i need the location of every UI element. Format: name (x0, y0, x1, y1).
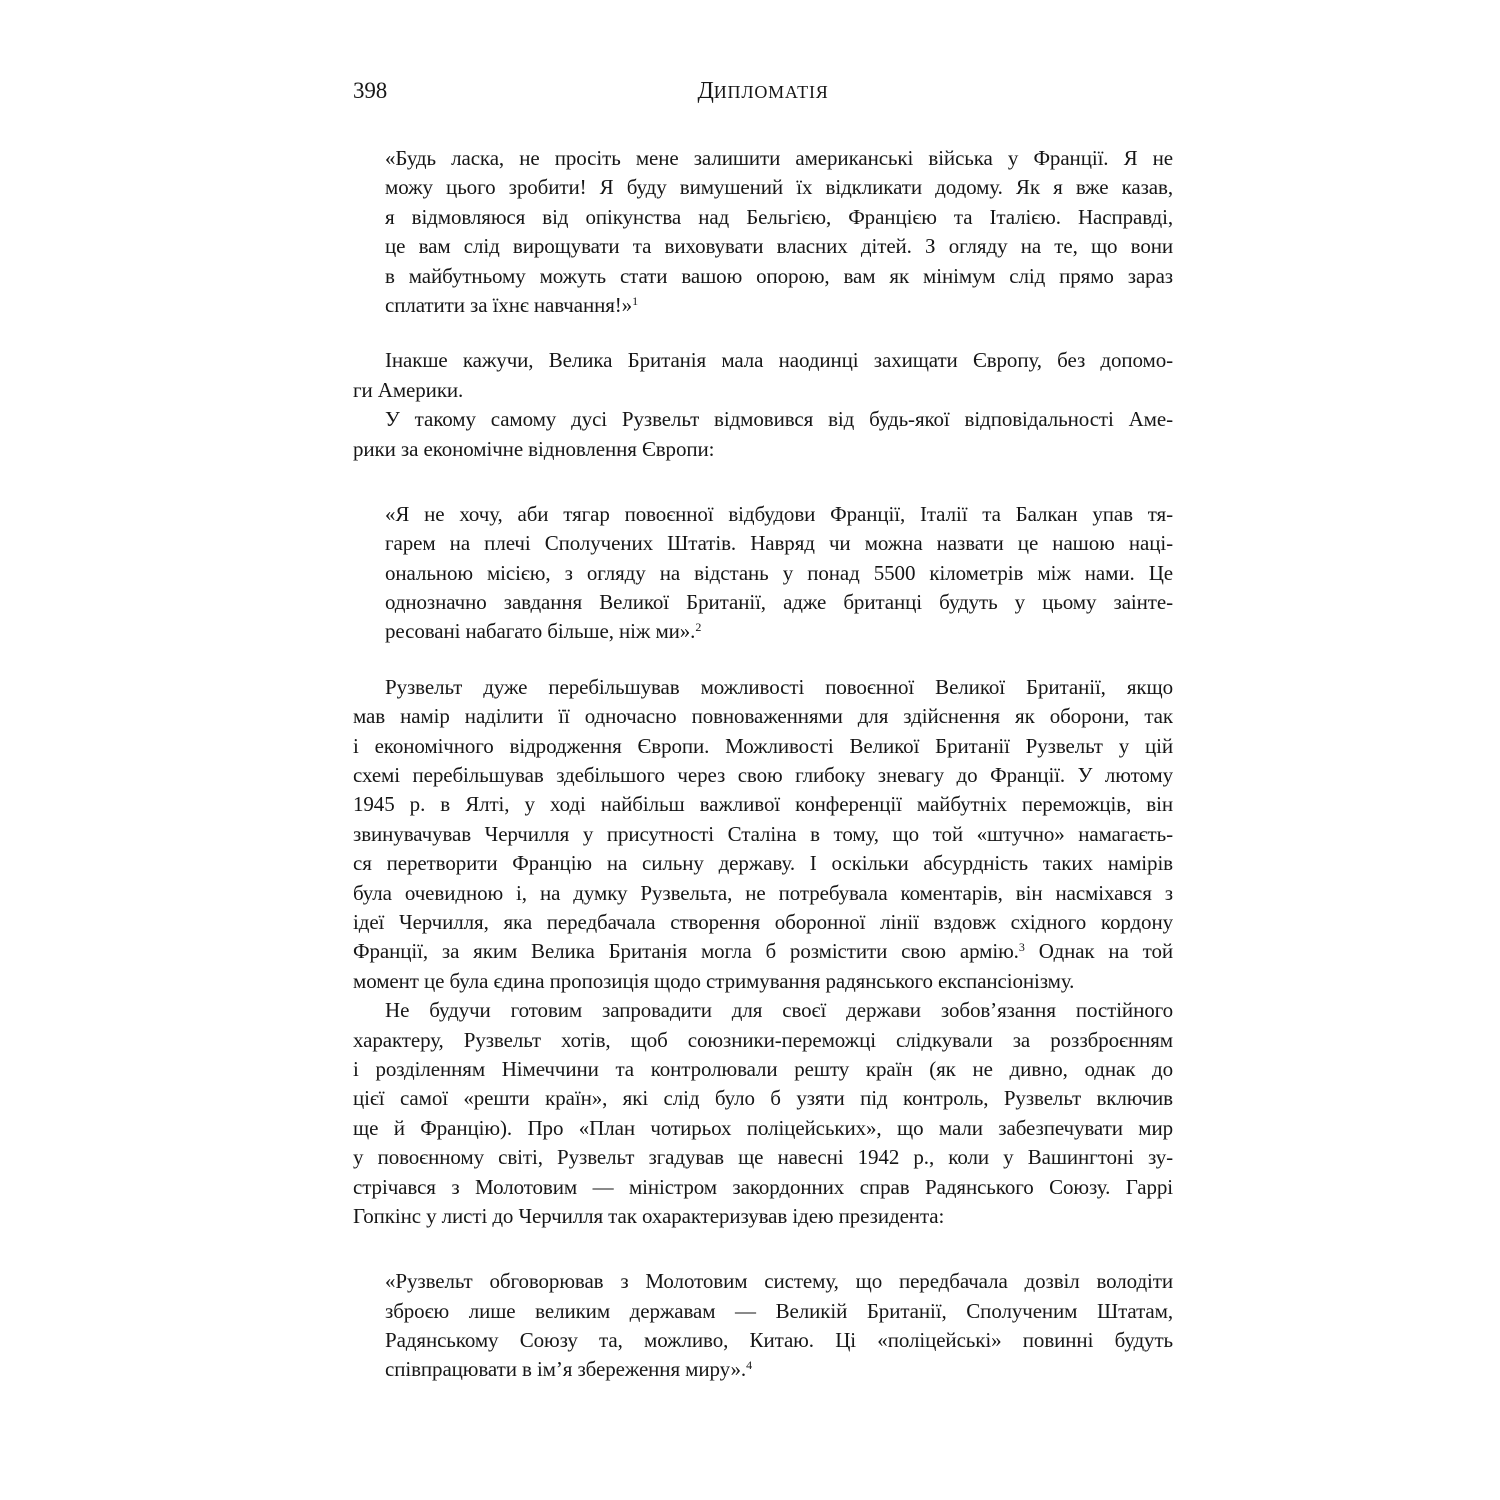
text-line: характеру, Рузвельт хотів, щоб союзники-переможці слідкували за роззброєнням (353, 1027, 1173, 1052)
text-line: однозначно завдання Великої Британії, адже британці будуть у цьому заінте- (385, 590, 1173, 615)
text-line: гарем на плечі Сполучених Штатів. Навряд чи можна назвати це нашою наці- (385, 531, 1173, 556)
running-title-rest: ИПЛОМАТІЯ (713, 82, 829, 102)
footnote-marker: 3 (1018, 940, 1025, 955)
text-line: Рузвельт дуже перебільшував можливості повоєнної Великої Британії, якщо (385, 674, 1173, 699)
text-line: я відмовляюся від опікунства над Бельгією, Францією та Італією. Насправді, (385, 204, 1173, 229)
text-line: сплатити за їхнє навчання!»$^1$ (385, 292, 639, 317)
text-line: ідеї Черчилля, яка передбачала створення оборонної лінії вздовж східного кордону (353, 909, 1173, 934)
text-line: ся перетворити Францію на сильну державу. І оскільки абсурдність таких намірів (353, 851, 1173, 876)
running-title (353, 76, 1173, 107)
paragraph-roosevelt-overestimated (353, 673, 1173, 996)
text-line: рики за економічне відновлення Європи: (353, 436, 715, 461)
text-column (353, 76, 1173, 1411)
paragraph-economic-recovery (353, 405, 1173, 464)
text-line: Не будучи готовим запровадити для своєї держави зобов’язання постійного (385, 998, 1173, 1023)
text-line: звинувачував Черчилля у присутності Сталіна в тому, що той «штучно» намагаєть- (353, 821, 1173, 846)
text-line: співпрацювати в ім’я збереження миру».$^4$ (385, 1357, 753, 1382)
text-line: можу цього зробити! Я буду вимушений їх відкликати додому. Як я вже казав, (385, 175, 1173, 200)
text-line: зброєю лише великим державам — Великій Британії, Сполученим Штатам, (385, 1298, 1173, 1323)
quote-postwar-reconstruction (385, 500, 1173, 647)
text-line: була очевидною і, на думку Рузвельта, не потребувала коментарів, він насміхався з (353, 880, 1173, 905)
text-line: ональною місією, з огляду на відстань у понад 5500 кілометрів між нами. Це (385, 560, 1173, 585)
text-line: Гопкінс у листі до Черчилля так охарактеризував ідею президента: (353, 1203, 945, 1228)
text-line: ще й Францію). Про «План чотирьох поліцейських», що мали забезпечувати мир (353, 1115, 1173, 1140)
text-line: момент це була єдина пропозиція щодо стримування радянського експансіонізму. (353, 968, 1075, 993)
text-line: у повоєнному світі, Рузвельт згадував ще навесні 1942 р., коли у Вашингтоні зу- (353, 1145, 1173, 1170)
text-line: Інакше кажучи, Велика Британія мала наодинці захищати Європу, без допомо- (385, 348, 1173, 373)
text-line: Радянському Союзу та, можливо, Китаю. Ці «поліцейські» повинні будуть (385, 1328, 1173, 1353)
text-line: схемі перебільшував здебільшого через свою глибоку зневагу до Франції. У лютому (353, 763, 1173, 788)
quote-hopkins-letter (385, 1267, 1173, 1385)
text-line: «Будь ласка, не просіть мене залишити американські війська у Франції. Я не (385, 146, 1173, 170)
text-line: стрічався з Молотовим — міністром закордонних справ Радянського Союзу. Гаррі (353, 1174, 1173, 1199)
text-line: цієї самої «решти країн», які слід було б узяти під контроль, Рузвельт включив (353, 1086, 1173, 1111)
text-line: «Рузвельт обговорював з Молотовим систему, що передбачала дозвіл володіти (385, 1269, 1173, 1294)
footnote-marker: 2 (695, 620, 702, 635)
paragraph-four-policemen (353, 996, 1173, 1231)
text-line: У такому самому дусі Рузвельт відмовився від будь-якої відповідальності Аме- (385, 407, 1173, 432)
text-line: ги Америки. (353, 377, 464, 402)
text-line: «Я не хочу, аби тягар повоєнної відбудови Франції, Італії та Балкан упав тя- (385, 501, 1173, 526)
footnote-marker: 1 (632, 293, 639, 308)
text-line: ресовані набагато більше, ніж ми».$^2$ (385, 619, 702, 644)
paragraph-britain-alone (353, 346, 1173, 405)
quote-roosevelt-troops (385, 144, 1173, 320)
page-body (353, 144, 1173, 1385)
text-line: і розділенням Німеччини та контролювали решту країн (як не дивно, однак до (353, 1056, 1173, 1081)
text-line: це вам слід вирощувати та виховувати власних дітей. З огляду на те, що вони (385, 234, 1173, 259)
text-line: в майбутньому можуть стати вашою опорою, вам як мінімум слід прямо зараз (385, 263, 1173, 288)
text-line: 1945 р. в Ялті, у ході найбільш важливої конференції майбутніх переможців, він (353, 792, 1173, 817)
text-line: і економічного відродження Європи. Можливості Великої Британії Рузвельт у цій (353, 733, 1173, 758)
running-title-initial: Д (697, 78, 714, 104)
text-line: Франції, за яким Велика Британія могла б розмістити свою армію.$^3$ Однак на той (353, 939, 1173, 964)
text-line: мав намір наділити її одночасно повноваженнями для здійснення як оборони, так (353, 704, 1173, 729)
running-head (353, 76, 1173, 106)
footnote-marker: 4 (746, 1358, 753, 1373)
page-number: 398 (353, 78, 388, 103)
